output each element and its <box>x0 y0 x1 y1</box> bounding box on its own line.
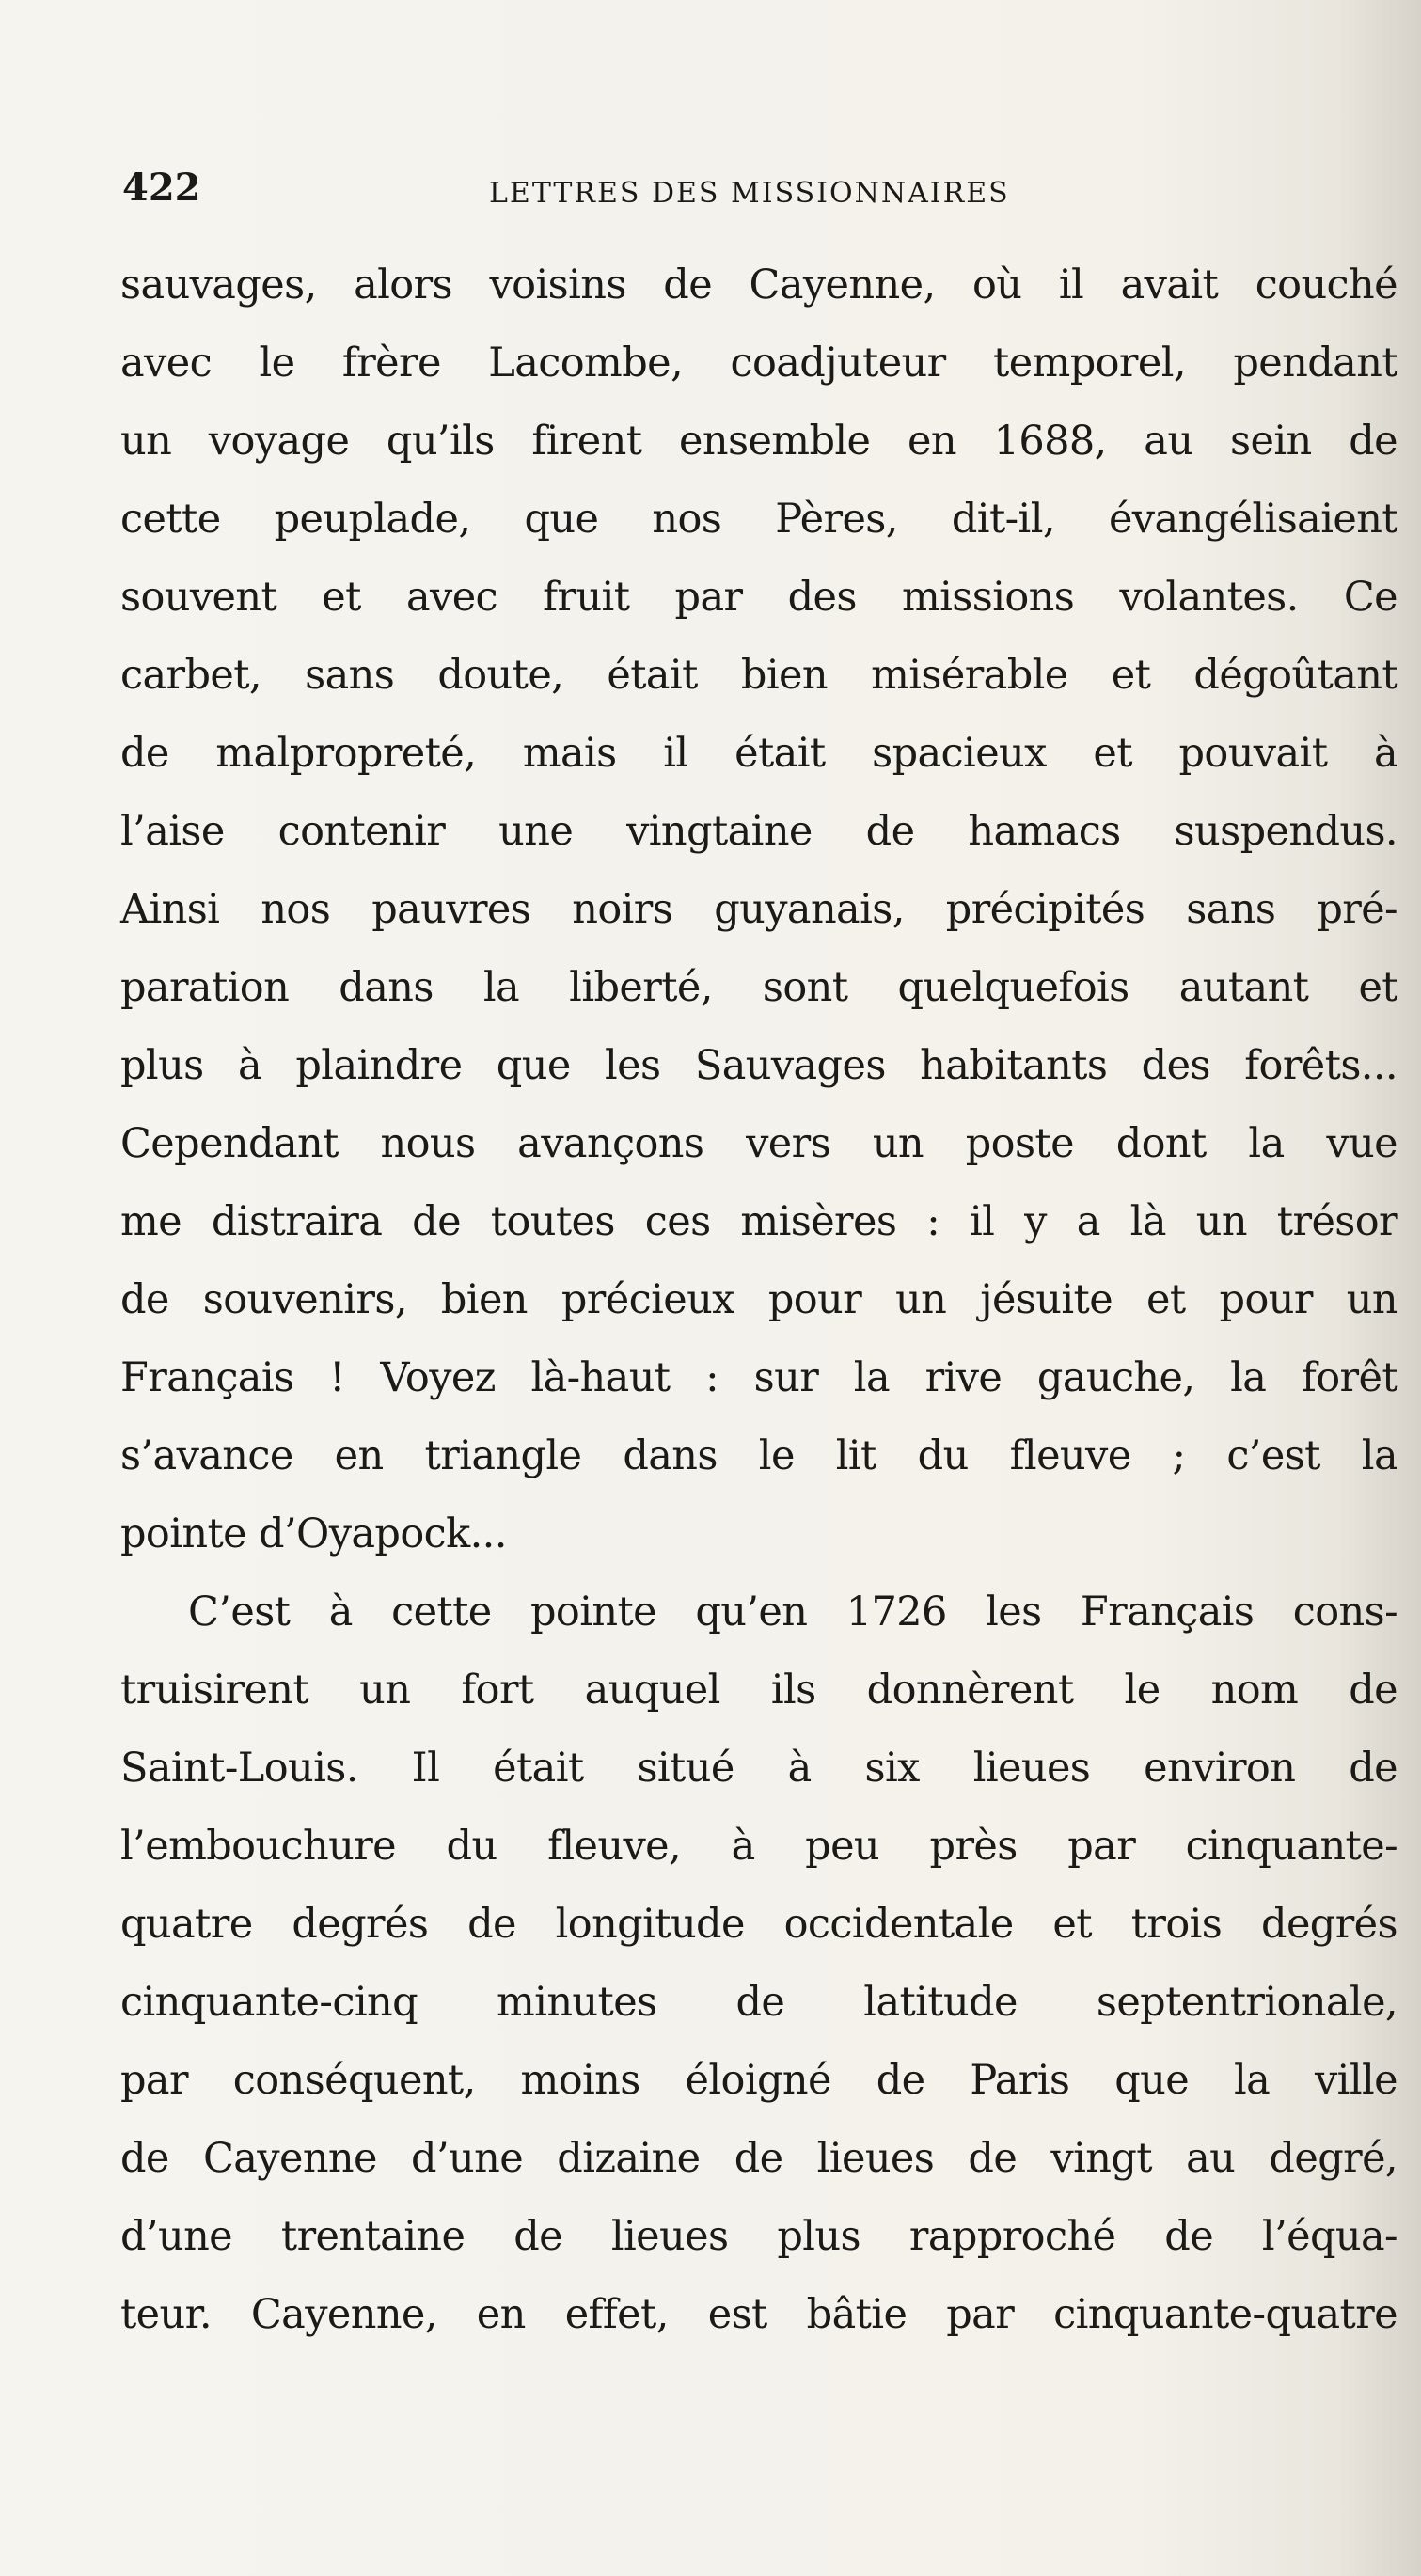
text-line: par conséquent, moins éloigné de Paris que la ville <box>120 2057 1397 2104</box>
text-line: C’est à cette pointe qu’en 1726 les Français cons- <box>188 1588 1397 1636</box>
text-line: sauvages, alors voisins de Cayenne, où il avait couché <box>120 261 1397 308</box>
text-line: plus à plaindre que les Sauvages habitants des forêts... <box>120 1042 1397 1089</box>
text-line: de Cayenne d’une dizaine de lieues de vingt au degré, <box>120 2135 1397 2182</box>
text-line: pointe d’Oyapock... <box>120 1510 507 1557</box>
text-line: paration dans la liberté, sont quelquefois autant et <box>120 964 1397 1011</box>
text-line: Saint-Louis. Il était situé à six lieues environ de <box>120 1745 1397 1792</box>
text-line: de souvenirs, bien précieux pour un jésuite et pour un <box>120 1276 1397 1323</box>
text-line: Cependant nous avançons vers un poste dont la vue <box>120 1120 1397 1167</box>
text-line: truisirent un fort auquel ils donnèrent le nom de <box>120 1667 1397 1714</box>
body-text <box>120 246 1397 2354</box>
text-line: me distraira de toutes ces misères : il y a là un trésor <box>120 1198 1397 1245</box>
text-line: l’aise contenir une vingtaine de hamacs suspendus. <box>120 808 1397 855</box>
text-line: carbet, sans doute, était bien misérable et dégoûtant <box>120 652 1397 699</box>
text-line: teur. Cayenne, en effet, est bâtie par cinquante-quatre <box>120 2291 1397 2338</box>
text-line: de malpropreté, mais il était spacieux et pouvait à <box>120 730 1397 777</box>
text-line: quatre degrés de longitude occidentale et trois degrés <box>120 1901 1397 1948</box>
text-line: souvent et avec fruit par des missions volantes. Ce <box>120 574 1397 621</box>
text-line: s’avance en triangle dans le lit du fleuve ; c’est la <box>120 1432 1397 1479</box>
text-line: avec le frère Lacombe, coadjuteur temporel, pendant <box>120 340 1397 387</box>
text-line: Ainsi nos pauvres noirs guyanais, précipités sans pré- <box>120 886 1397 933</box>
text-line: cinquante-cinq minutes de latitude septentrionale, <box>120 1979 1397 2026</box>
running-head: LETTRES DES MISSIONNAIRES <box>489 177 1010 210</box>
text-line: un voyage qu’ils firent ensemble en 1688, au sein de <box>120 418 1397 465</box>
page-number: 422 <box>122 166 201 210</box>
text-line: l’embouchure du fleuve, à peu près par cinquante- <box>120 1823 1397 1870</box>
text-line: cette peuplade, que nos Pères, dit-il, évangélisaient <box>120 496 1397 543</box>
text-line: d’une trentaine de lieues plus rapproché de l’équa- <box>120 2213 1397 2260</box>
page-header <box>122 160 1063 216</box>
text-line: Français ! Voyez là-haut : sur la rive gauche, la forêt <box>120 1354 1397 1401</box>
